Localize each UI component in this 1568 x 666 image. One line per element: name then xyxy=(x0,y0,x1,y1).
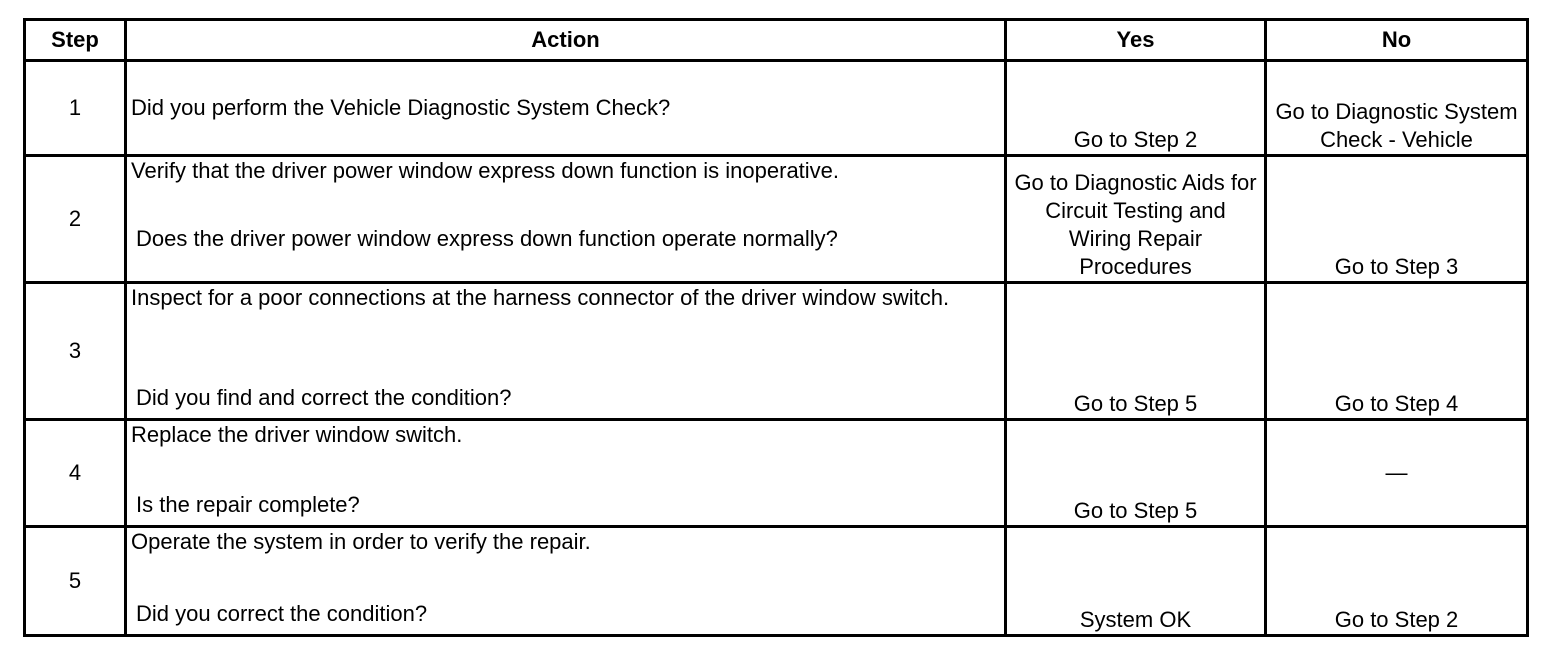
header-row xyxy=(25,20,1528,61)
action-question: Did you perform the Vehicle Diagnostic System Check? xyxy=(131,95,671,120)
step-number: 2 xyxy=(25,156,126,283)
step-number: 1 xyxy=(25,61,126,156)
yes-result: Go to Step 5 xyxy=(1006,420,1266,527)
no-result: Go to Step 4 xyxy=(1266,283,1528,420)
table-row xyxy=(25,156,1528,283)
action-question: Does the driver power window express down function operate normally? xyxy=(136,226,838,251)
action-question: Did you correct the condition? xyxy=(136,601,428,626)
step-number: 5 xyxy=(25,527,126,636)
action-cell xyxy=(126,283,1006,420)
action-question: Did you find and correct the condition? xyxy=(136,385,512,410)
header-step: Step xyxy=(25,20,126,61)
yes-result: Go to Step 2 xyxy=(1006,61,1266,156)
diagnostic-table xyxy=(23,18,1529,637)
action-cell xyxy=(126,527,1006,636)
no-result: Go to Diagnostic System Check - Vehicle xyxy=(1266,61,1528,156)
header-action: Action xyxy=(126,20,1006,61)
action-instruction: Inspect for a poor connections at the harness connector of the driver window switch. xyxy=(131,285,950,310)
no-result: — xyxy=(1266,420,1528,527)
header-yes: Yes xyxy=(1006,20,1266,61)
action-question: Is the repair complete? xyxy=(136,492,360,517)
action-instruction: Operate the system in order to verify the repair. xyxy=(131,529,591,554)
action-instruction: Verify that the driver power window express down function is inoperative. xyxy=(131,158,840,183)
action-cell xyxy=(126,61,1006,156)
action-instruction: Replace the driver window switch. xyxy=(131,422,463,447)
yes-result: System OK xyxy=(1006,527,1266,636)
table-row xyxy=(25,420,1528,527)
header-no: No xyxy=(1266,20,1528,61)
no-result: Go to Step 2 xyxy=(1266,527,1528,636)
yes-result: Go to Diagnostic Aids for Circuit Testing and Wiring Repair Procedures xyxy=(1006,156,1266,283)
action-cell xyxy=(126,420,1006,527)
step-number: 3 xyxy=(25,283,126,420)
yes-result: Go to Step 5 xyxy=(1006,283,1266,420)
table-row xyxy=(25,527,1528,636)
action-cell xyxy=(126,156,1006,283)
table-row xyxy=(25,61,1528,156)
table-row xyxy=(25,283,1528,420)
step-number: 4 xyxy=(25,420,126,527)
no-result: Go to Step 3 xyxy=(1266,156,1528,283)
